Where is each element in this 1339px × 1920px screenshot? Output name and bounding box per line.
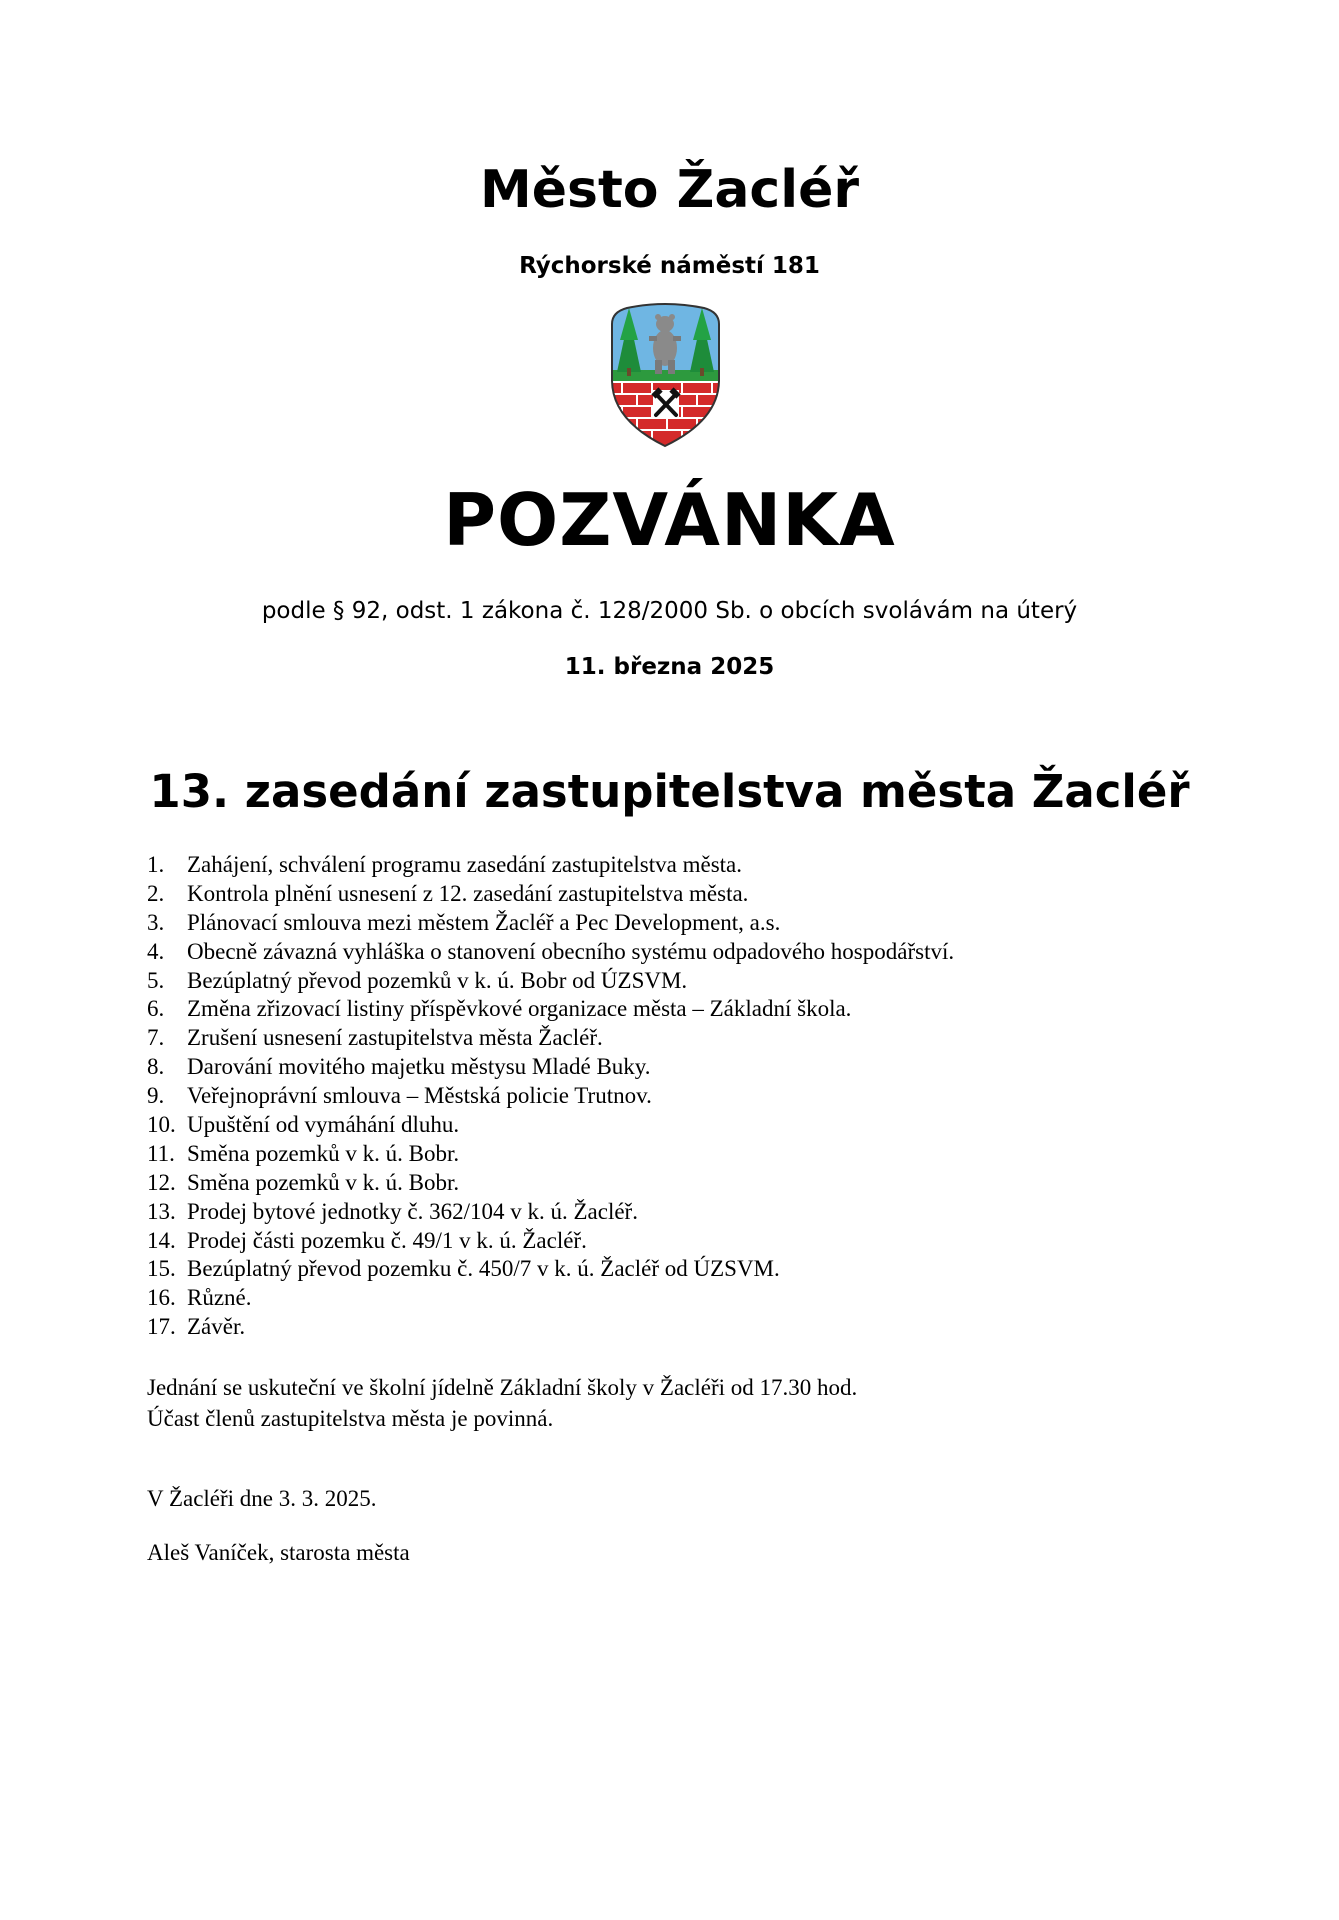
agenda-item-number: 14. bbox=[147, 1227, 176, 1253]
agenda-item-text: Směna pozemků v k. ú. Bobr. bbox=[187, 1169, 460, 1195]
agenda-item bbox=[147, 1313, 954, 1342]
address: Rýchorské náměstí 181 bbox=[519, 253, 820, 279]
agenda-item-number: 5. bbox=[147, 967, 165, 993]
agenda-item-number: 4. bbox=[147, 938, 165, 964]
attendance-note: Účast členů zastupitelstva města je povinná. bbox=[147, 1406, 554, 1431]
agenda-item bbox=[147, 1024, 954, 1053]
invitation-heading: POZVÁNKA bbox=[443, 478, 896, 562]
agenda-item-text: Zahájení, schválení programu zasedání zastupitelstva města. bbox=[187, 852, 742, 877]
session-title: 13. zasedání zastupitelstva města Žacléř bbox=[149, 765, 1190, 818]
agenda-item-number: 11. bbox=[147, 1140, 175, 1166]
agenda-item-number: 3. bbox=[147, 909, 165, 935]
agenda-item bbox=[147, 938, 954, 967]
agenda-item-number: 9. bbox=[147, 1083, 165, 1109]
agenda-item-text: Prodej části pozemku č. 49/1 v k. ú. Žacléř. bbox=[187, 1227, 587, 1253]
agenda-item-number: 16. bbox=[147, 1285, 176, 1311]
agenda-item-number: 15. bbox=[147, 1256, 176, 1282]
agenda-item-number: 7. bbox=[147, 1025, 165, 1051]
agenda-item bbox=[147, 1198, 954, 1227]
coat-of-arms-icon bbox=[607, 302, 724, 449]
agenda-item-text: Změna zřizovací listiny příspěvkové organizace města – Základní škola. bbox=[187, 996, 852, 1022]
agenda-item-text: Veřejnoprávní smlouva – Městská policie Trutnov. bbox=[187, 1083, 652, 1109]
signature-line: Aleš Vaníček, starosta města bbox=[147, 1540, 410, 1565]
agenda-item bbox=[147, 909, 954, 938]
agenda-item-text: Různé. bbox=[187, 1285, 252, 1311]
agenda-item bbox=[147, 1169, 954, 1198]
agenda-item bbox=[147, 880, 954, 909]
agenda-item-text: Závěr. bbox=[187, 1314, 246, 1340]
agenda-item-text: Směna pozemků v k. ú. Bobr. bbox=[187, 1140, 460, 1166]
agenda-item-text: Prodej bytové jednotky č. 362/104 v k. ú. Žacléř. bbox=[187, 1198, 638, 1224]
agenda-item bbox=[147, 1082, 954, 1111]
agenda-item-text: Darování movitého majetku městysu Mladé Buky. bbox=[187, 1054, 651, 1080]
meeting-date: 11. března 2025 bbox=[564, 654, 775, 680]
agenda-item bbox=[147, 1284, 954, 1313]
agenda-item-text: Kontrola plnění usnesení z 12. zasedání zastupitelstva města. bbox=[187, 880, 749, 906]
agenda-item-text: Bezúplatný převod pozemků v k. ú. Bobr od ÚZSVM. bbox=[187, 967, 688, 993]
agenda-item bbox=[147, 851, 954, 880]
legal-basis-line: podle § 92, odst. 1 zákona č. 128/2000 Sb. o obcích svolávám na úterý bbox=[261, 598, 1078, 624]
agenda-item-number: 10. bbox=[147, 1112, 176, 1138]
agenda-item bbox=[147, 1227, 954, 1256]
agenda-item-number: 8. bbox=[147, 1054, 165, 1080]
agenda-list bbox=[147, 851, 954, 1342]
agenda-item bbox=[147, 1140, 954, 1169]
agenda-item-number: 2. bbox=[147, 880, 165, 906]
agenda-item-number: 1. bbox=[147, 852, 165, 877]
agenda-item-number: 17. bbox=[147, 1314, 176, 1340]
agenda-item-text: Plánovací smlouva mezi městem Žacléř a Pec Development, a.s. bbox=[187, 909, 781, 935]
city-title: Město Žacléř bbox=[479, 160, 859, 220]
agenda-item-text: Obecně závazná vyhláška o stanovení obecního systému odpadového hospodářství. bbox=[187, 938, 955, 964]
agenda-item-number: 6. bbox=[147, 996, 165, 1022]
agenda-item bbox=[147, 967, 954, 996]
agenda-item bbox=[147, 1255, 954, 1284]
meeting-place-note: Jednání se uskuteční ve školní jídelně Základní školy v Žacléři od 17.30 hod. bbox=[147, 1375, 858, 1400]
agenda-item-number: 12. bbox=[147, 1169, 176, 1195]
agenda-item-number: 13. bbox=[147, 1198, 176, 1224]
agenda-item-text: Zrušení usnesení zastupitelstva města Žacléř. bbox=[187, 1025, 603, 1051]
agenda-item-text: Upuštění od vymáhání dluhu. bbox=[187, 1112, 460, 1138]
agenda-item bbox=[147, 1111, 954, 1140]
agenda-item-text: Bezúplatný převod pozemku č. 450/7 v k. ú. Žacléř od ÚZSVM. bbox=[187, 1256, 780, 1282]
agenda-item bbox=[147, 995, 954, 1024]
agenda-item bbox=[147, 1053, 954, 1082]
place-date-line: V Žacléři dne 3. 3. 2025. bbox=[147, 1486, 377, 1511]
